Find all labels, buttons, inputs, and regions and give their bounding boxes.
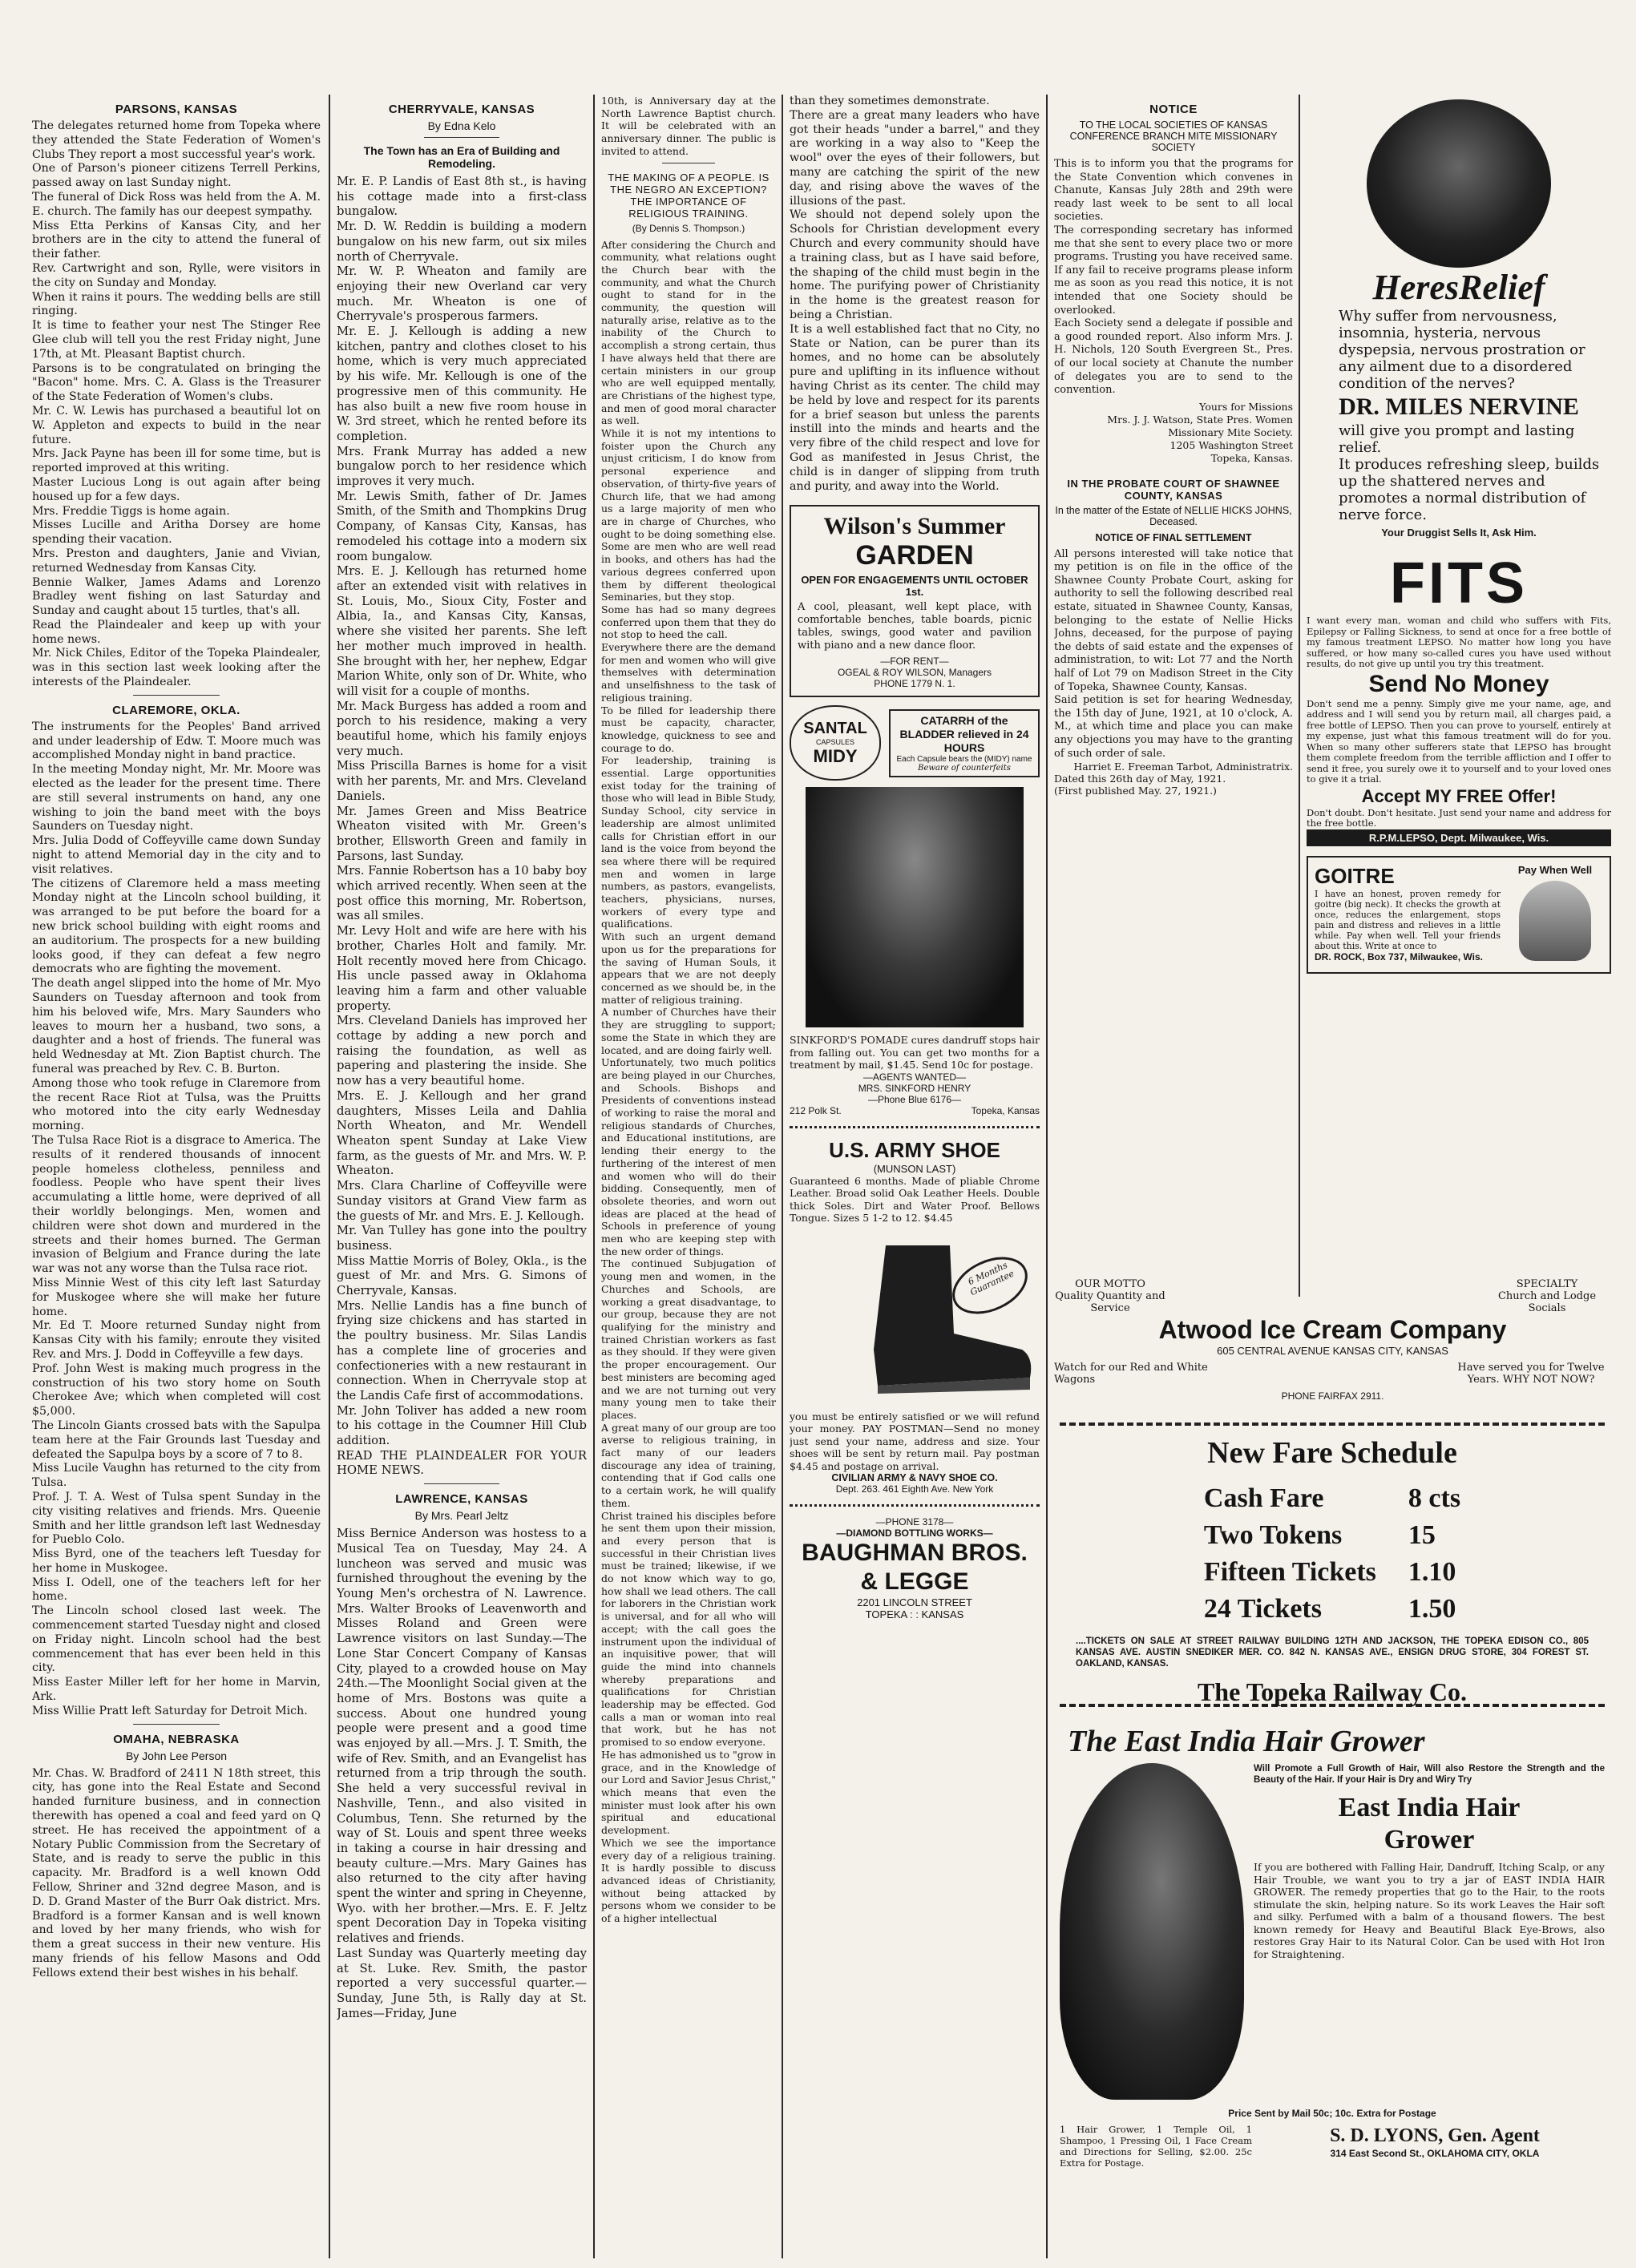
atwood-name: Atwood Ice Cream Company: [1158, 1315, 1507, 1344]
wilson-body: A cool, pleasant, well kept place, with comfortable benches, table boards, picnic tables, swings, good water and pavilion with piano and a new dance floor.: [798, 601, 1032, 652]
notice-title: NOTICE: [1149, 103, 1198, 116]
hair-name-2: Grower: [1384, 1825, 1475, 1854]
army-guarantee-stamp: 6 Months Guarantee: [966, 1259, 1016, 1298]
fare-row: [1188, 1517, 1476, 1554]
goitre-body: I have an honest, proven remedy for goitre (big neck). It checks the growth at once, reduces the enlargement, stops pain and distress and relieves in a little while. Pay when well. Tell your friends about this. Write at once to: [1315, 888, 1501, 951]
making-body: After considering the Church and community, what relations ought the Church bear with the community, and what the Church ought to stand for in the community, the question will naturally arise, relative as to the inability of the Church to accomplish a strong certain, thus I have always held that there are certain ministers in our group who are well equipped mentally, are Christians of the highest type, and men of good moral character as well. While it is not my intentions to foister upon the Church any unjust criticism, I do know from personal experience and observation, of thirty-five years of Church life, that we had among us a large majority of men who are in charge of Churches, who ought to be doing something else. Some are men who are well read in books, and others has had the various degrees conferred upon them by different theological Seminaries, but they stop. Some has had so many degrees conferred upon them that they do not stop to heed the call. Everywhere there are the demand for men and women who will give themselves with determination and unselfishness to the task of religious training. To be filled for leadership there must be capacity, character, knowledge, quickness to see and courage to do. For leadership, training is essential. Large opportunities exist today for the training of those who will lead in Bible Study, Sunday School, city service in leadership are almost unlimited calls for Christian effort in our land is the voice from beyond the sea where there will be required men and women in large numbers, as pastors, evangelists, teachers, physicians, nurses, workers of every type and qualifications. With such an urgent demand upon us for the preparations for the saving of Human Souls, it appears that we are not deeply concerned as we should be, in the matter of religious training. A number of Churches have their they are struggling to support; some the State in which they are located, and are doing fairly well. Unfortunately, two much politics are being played in our Churches, and Schools. Bishops and Presidents of conventions instead of working to raise the moral and religious standards of Churches, and Educational institutions, are lending their energy to the furthering of the interest of men and women who will do their bidding. Consequently, men of obsolete theories, and worn out ideas are placed at the head of Schools in preference of young men who are keeping step with the new order of things. The continued Subjugation of young men and women, in the Churches and Schools, are working a great disadvantage, to our group, because they are not qualifying for the ministry and trained Christian workers as fast as they should. If they were given the proper encouragement. Our best ministers are becoming aged and we are not turning out very many young men to take their places. A great many of our group are too averse to religious training, in fact many of our leaders discourage any idea of training, contending that if God calls one to a certain work, he will qualify them. Christ trained his disciples before he sent them upon their mission, and every person that is successful in their Christian lives must be trained; likewise, if we do not know which way to go, how shall we lead others. The call for laborers in the Christian work is universal, and for all who will accept; with the call goes the instrument upon the individual of an inquisitive power, that will guide the mind into channels whereby preparations and qualifications for Christian leadership may be effected. God calls a man or woman into real that work, but he has not promised to so endow everyone. He has admonished us to "grow in grace, and in the Knowledge of our Lord and Savior Jesus Christ," which means that even the minister must look after his own spiritual and educational development. Which we see the importance every day of a religious training. It is hardly possible to discuss advanced ideas of Christianity, without being attacked by persons whom we consider to be of a higher intellectual: [601, 238, 776, 1925]
baughman-ad: [790, 1516, 1040, 1620]
baughman-name-2: & LEGGE: [860, 1568, 969, 1596]
goitre-woman-illustration: [1519, 881, 1591, 961]
sinkford-body: SINKFORD'S POMADE cures dandruff stops hair from falling out. You can get two months for a treatment by mail, $1.45. Send 10c for postage.: [790, 1034, 1040, 1071]
making-continued: than they sometimes demonstrate. There are a great many leaders who have got their heads "under a barrel," and they are working in a way also to "Keep the wool" over the eyes of their followers, but many are catching the spirit of the new day, and rising above the waves of the illusions of the past. We should not depend solely upon the Schools for Christian development every Church and every community should have a training class, but as I have said before, the shaping of the child must begin in the home. The purifying power of Christianity in the home is the greatest reason for being a Christian. It is a well established fact that no City, no State or Nation, can be purer than its homes, and no home can be absolutely pure and uplifting in its influence without having Christ as its center. The child may be held by love and respect for its parents for a brief season but unless the parents instill into the minds and hearts and the very fibre of the child respect and love for God as manifested in Jesus Christ, the child is in danger of slipping from truth and purity, and away into the World.: [790, 95, 1040, 493]
column-rule: [329, 95, 330, 2258]
divider: [790, 1504, 1040, 1507]
notice-signature: [1054, 401, 1293, 465]
santal-capsule-logo: [790, 705, 881, 781]
divider: [424, 1483, 499, 1484]
column-2: [337, 95, 587, 2258]
atwood-motto-text: Quality Quantity and Service: [1055, 1290, 1165, 1314]
fare-company: The Topeka Railway Co.: [1197, 1677, 1468, 1706]
atwood-watch: Watch for our Red and White Wagons: [1054, 1362, 1208, 1386]
omaha-heading: OMAHA, NEBRASKA: [113, 1732, 240, 1746]
probate-body: All persons interested will take notice that my petition is on file in the office of the Shawnee County Probate Court, asking for authority to sell the following described real estate, situated in Shawnee County, Kansas, belonging to the estate of Nellie Hicks Johns, deceased, for the purpose of paying the debts of said estate and the expenses of administration, to wit: Lot 77 and the North half of Lot 79 on Madison Street in the City of Topeka, Shawnee County, Kansas. Said petition is set for hearing Wednesday, the 15th day of June, 1921, at 10 o'clock, A. M., at which time and place you can make any objections you may have to the granting of such order of sale.: [1054, 547, 1293, 760]
hair-body: If you are bothered with Falling Hair, Dandruff, Itching Scalp, or any Hair Trouble, we want you to try a jar of EAST INDIA HAIR GROWER. The remedy properties that go to the Hair, to the roots stimulate the skin, helping nature. So its work Leaves the Hair soft and silky. Perfumed with a balm of a thousand flowers. The best known remedy for Heavy and Beautiful Black Eye-Brows, also restores Gray Hair to its Natural Color. Can be used with Hot Iron for Straightening.: [1254, 1861, 1605, 1960]
wilson-garden: GARDEN: [855, 540, 974, 571]
baughman-works: —DIAMOND BOTTLING WORKS—: [836, 1527, 993, 1540]
fits-accept: Accept MY FREE Offer!: [1361, 785, 1557, 806]
sinkford-city: Topeka, Kansas: [971, 1104, 1040, 1116]
heres-relief-body: Why suffer from nervousness, insomnia, hysteria, nervous dyspepsia, nervous prostration or any ailment due to a disordered condition of the nerves?: [1339, 308, 1586, 392]
baughman-city: TOPEKA : : KANSAS: [865, 1608, 964, 1621]
nervine-body: will give you prompt and lasting relief. It produces refreshing sleep, builds up the shattered nerves and promotes a normal distribution of nerve force.: [1339, 422, 1600, 523]
boot-icon: [790, 1229, 1040, 1406]
column-5: [1054, 95, 1293, 1281]
hair-agent: S. D. LYONS, Gen. Agent: [1330, 2125, 1540, 2146]
divider: [133, 695, 220, 696]
cherryvale-byline: By Edna Kelo: [427, 119, 496, 132]
atwood-address: 605 CENTRAL AVENUE KANSAS CITY, KANSAS: [1217, 1345, 1448, 1357]
sinkford-ad: [790, 1034, 1040, 1116]
fare-schedule-ad: [1060, 1423, 1605, 1707]
lawrence-body: Miss Bernice Anderson was hostess to a Musical Tea on Tuesday, May 24. A luncheon was served and music was furnished throughout the evening by the Young Men's orchestra of N. Lawrence. Mrs. Walter Brooks of Leavenworth and Misses Roland and Green were Lawrence visitors on last Sunday.—The Lone Star Concert Company of Kansas City, played to a crowded house on May 24th.—The Moonlight Social given at the home of Mrs. Bostons was quite a success. About one hundred young people were present and a good time was enjoyed by all.—Mrs. J. T. Smith, the wife of Rev. Smith, and an Evangelist has returned from a trip through the south. She held a very successful revival in Nashville, Tenn., and also visited in Columbus, Tenn. She returned by the way of St. Louis and spent three weeks in taking a course in hair dressing and beauty culture.—Mrs. Mary Gaines has also returned to the city after having spent the winter and spring in Cheyenne, Wyo. with her brother.—Mrs. E. F. Jeltz spent Decoration Day in Topeka visiting relatives and friends. Last Sunday was Quarterly meeting day at St. Luke. Rev. Smith, the pastor reported a very successful quarter.—Sunday, June 5th, is Rally day at St. James—Friday, June: [337, 1527, 587, 2020]
sinkford-name: MRS. SINKFORD HENRY: [858, 1082, 972, 1094]
hair-address: 314 East Second St., OKLAHOMA CITY, OKLA: [1330, 2148, 1540, 2159]
santal-logo-midy: MIDY: [813, 745, 858, 766]
goitre-firm: DR. ROCK, Box 737, Milwaukee, Wis.: [1315, 950, 1483, 962]
fits-body-3: Don't doubt. Don't hesitate. Just send your name and address for the free bottle.: [1307, 806, 1611, 829]
wilson-phone: PHONE 1779 N. 1.: [874, 678, 955, 690]
fare-label: Two Tokens: [1203, 1520, 1343, 1550]
claremore-body: The instruments for the Peoples' Band arrived and under leadership of Edw. T. Moore much was accomplished Monday night in band practice. In the meeting Monday night, Mr. Mr. Moore was elected as the leader for the present time. There are still several instruments on hand, any one wishing to join the band meet with the boys Saunders on Tuesday night. Mrs. Julia Dodd of Coffeyville came down Sunday night to attend Memorial day in the city and to visit relatives. The citizens of Claremore held a mass meeting Monday night at the Lincoln school building, it was arranged to be put before the board for a new brick school building with eight rooms and an auditorium. The prospects for a new building looks good, if they can defeat a few negro democrats who are fighting the movement. The death angel slipped into the home of Mr. Myo Saunders on Tuesday afternoon and took from him his beloved wife, Mrs. Mary Saunders who leaves to mourn her a husband, two sons, a daughter and a host of friends. The funeral was held Wednesday at Mt. Zion Baptist church. The funeral was preached by Rev. C. B. Burton. Among those who took refuge in Claremore from the recent Race Riot at Tulsa, was the Pruitts who motored into the city early Wednesday morning. The Tulsa Race Riot is a disgrace to America. The results of it rendered thousands of innocent people homeless clotheless, penniless and foodless. People who have spent their lives accumulating a little home, were deprived of all their worldly belongings. Men, women and children were shot down and murdered in the streets and their homes burned. The German invasion of Belgium and France during the late war was not any worse than the Tulsa race riot. Miss Minnie West of this city left last Saturday for Muskogee where she will make her future home. Mr. Ed T. Moore returned Sunday night from Kansas City with his family; enroute they visited Rev. and Mrs. J. Dodd in Coffeyville a few days. Prof. John West is making much progress in the construction of his two story home on South Cherokee Ave; which when completed will cost $5,000. The Lincoln Giants crossed bats with the Sapulpa team here at the Fair Grounds last Tuesday and defeated the Sapulpa boys by a score of 7 to 8. Miss Lucile Vaughn has returned to the city from Tulsa. Prof. J. T. A. West of Tulsa spent Sunday in the city visiting relatives and friends. Mrs. Queenie Smith and her little grandson left last Wednesday for Pueblo Colo. Miss Byrd, one of the teachers left Tuesday for her home in Muskogee. Miss I. Odell, one of the teachers left for her home. The Lincoln school closed last week. The commencement started Tuesday night and closed on Friday night. Lincoln school had the best commencement that has ever been held in this city. Miss Easter Miller left for her home in Marvin, Ark. Miss Willie Pratt left Saturday for Detroit Mich.: [32, 720, 321, 1717]
santal-logo-text: SANTAL: [803, 719, 867, 737]
notice-sig-1: Yours for Missions: [1199, 400, 1293, 413]
column-rule: [782, 95, 783, 2258]
claremore-heading: CLAREMORE, OKLA.: [112, 703, 240, 717]
heres-relief-image: [1367, 99, 1551, 268]
fare-row: [1188, 1554, 1476, 1591]
sinkford-portrait-image: [806, 787, 1024, 1027]
hair-woman-portrait: [1060, 1763, 1244, 2100]
fits-body-2: Don't send me a penny. Simply give me your name, age, and address and I will send you by return mail, all charges paid, a free bottle of LEPSO. Then you can prove to yourself, entirely at my expense, just what this famous treatment will do for you. When so many other sufferers state that LEPSO has brought them complete freedom from the terrible affliction and I offer to send it free, you surely owe it to yourself and to your loved ones to give it a trial.: [1307, 697, 1611, 785]
army-shoe-ad: [790, 1138, 1040, 1495]
santal-beware: Beware of counterfeits: [918, 763, 1011, 773]
fits-title: FITS: [1390, 551, 1528, 615]
santal-logo-capsules: CAPSULES: [815, 737, 855, 746]
notice-sig-3: 1205 Washington Street: [1169, 438, 1293, 451]
army-dept: Dept. 263. 461 Eighth Ave. New York: [835, 1483, 994, 1495]
nervine-tag: Your Druggist Sells It, Ask Him.: [1381, 527, 1537, 539]
wilson-title: Wilson's Summer: [823, 513, 1006, 540]
hair-title: The East India Hair Grower: [1068, 1725, 1425, 1758]
lawrence-continued: 10th, is Anniversary day at the North Lawrence Baptist church. It will be celebrated with an anniversary dinner. The public is invited to attend.: [601, 95, 776, 157]
divider: [790, 1126, 1040, 1128]
heres-relief-title: HeresRelief: [1372, 268, 1545, 307]
column-rule: [1299, 95, 1300, 1297]
divider: [424, 137, 499, 138]
fare-price: 8 cts: [1408, 1483, 1461, 1513]
probate-signature: Harriet E. Freeman Tarbot, Administratrix.: [1073, 761, 1293, 773]
probate-matter: In the matter of the Estate of NELLIE HICKS JOHNS, Deceased.: [1055, 504, 1292, 527]
fare-price: 1.10: [1408, 1557, 1456, 1587]
omaha-byline: By John Lee Person: [125, 1749, 228, 1762]
hair-price: Price Sent by Mail 50c; 10c. Extra for Postage: [1228, 2108, 1436, 2119]
sinkford-phone: —Phone Blue 6176—: [867, 1093, 962, 1105]
column-rule: [593, 95, 595, 2258]
lawrence-heading: LAWRENCE, KANSAS: [395, 1492, 528, 1507]
goitre-tag: Pay When Well: [1517, 863, 1593, 876]
army-body: Guaranteed 6 months. Made of pliable Chrome Leather. Broad solid Oak Leather Heels. Double thick Soles. Dirt and Water Proof. Bellows Tongue. Sizes 5 1-2 to 12. $4.45: [790, 1174, 1040, 1225]
column-1: [32, 95, 321, 2258]
atwood-ice-cream-ad: [1054, 1278, 1611, 1406]
santal-sub: Each Capsule bears the (MIDY) name: [896, 754, 1032, 764]
fare-label: Fifteen Tickets: [1203, 1557, 1376, 1587]
santal-midy-ad: [790, 705, 1040, 781]
nervine-brand: DR. MILES NERVINE: [1339, 393, 1579, 420]
fare-price: 1.50: [1408, 1594, 1456, 1624]
wilson-garden-ad: [790, 505, 1040, 697]
wilson-rent: —FOR RENT—: [880, 656, 949, 668]
column-3: [601, 95, 776, 2258]
probate-title: IN THE PROBATE COURT OF SHAWNEE COUNTY, KANSAS: [1067, 477, 1280, 502]
fits-body: I want every man, woman and child who suffers with Fits, Epilepsy or Falling Sickness, to send at once for a free bottle of my famous treatment LEPSO. No matter how long you have suffered, or how many so-called cures you have used without results, do not give up until you try this treatment.: [1307, 615, 1611, 669]
fare-title: New Fare Schedule: [1207, 1436, 1457, 1470]
army-firm: CIVILIAN ARMY & NAVY SHOE CO.: [831, 1472, 998, 1484]
column-6: [1307, 95, 1611, 1281]
notice-sub: TO THE LOCAL SOCIETIES OF KANSAS CONFERENCE BRANCH MITE MISSIONARY SOCIETY: [1069, 119, 1278, 153]
hair-items: 1 Hair Grower, 1 Temple Oil, 1 Shampoo, 1 Pressing Oil, 1 Face Cream and Directions for Selling, $2.00. 25c Extra for Postage.: [1060, 2124, 1252, 2169]
army-sub: (MUNSON LAST): [873, 1162, 956, 1175]
santal-copy: [889, 709, 1040, 777]
fare-table: [1188, 1480, 1476, 1628]
cherryvale-body: Mr. E. P. Landis of East 8th st., is having his cottage made into a first-class bungalow. Mr. D. W. Reddin is building a modern bungalow on his new farm, out six miles north of Cherryvale. Mr. W. P. Wheaton and family are enjoying their new Overland car very much. Mr. Wheaton is one of Cherryvale's prosperous farmers. Mr. E. J. Kellough is adding a new kitchen, pantry and clothes closet to his home, which is very much appreciated by his wife. Mr. Kellough is one of the progressive men of this community. He has also built a new five room house in W. 3rd street, which he rented before its completion. Mrs. Frank Murray has added a new bungalow porch to her residence which improves it very much. Mr. Lewis Smith, father of Dr. James Smith, of the Smith and Thompkins Drug Company, of Kansas City, Kansas, has remodeled his cottage into a modern six room bungalow. Mrs. E. J. Kellough has returned home after an extended visit with relatives in St. Louis, Mo., Sioux City, Foster and Albia, Ia., and Kansas City, Kansas, where she visited her parents. She left her mother much improved in health. She brought with her, her nephew, Edgar Marion White, only son of Dr. White, who will visit for a couple of months. Mr. Mack Burgess has added a room and porch to his residence, making a very beautiful home, which his family enjoys very much. Miss Priscilla Barnes is home for a visit with her parents, Mr. and Mrs. Cleveland Daniels. Mr. James Green and Miss Beatrice Wheaton visited with Mr. Green's brother, Ellsworth Green and family in Parsons, last Sunday. Mrs. Fannie Robertson has a 10 baby boy which arrived recently. When seen at the post office this morning, Mr. Robertson, was all smiles. Mr. Levy Holt and wife are here with his brother, Charles Holt and family. Mr. Holt recently moved here from Chicago. His uncle passed away in Oklahoma leaving him a farm and other valuable property. Mrs. Cleveland Daniels has improved her cottage by adding a new porch and raising the foundation, as well as papering and plastering the inside. She now has a very beautiful home. Mrs. E. J. Kellough and her grand daughters, Misses Leila and Dahlia North Wheaton, and Mr. Wendell Wheaton spent Sunday at Lake View farm, as the guests of Mr. and Mrs. W. P. Wheaton. Mrs. Clara Charline of Coffeyville were Sunday visitors at Grand View farm as the guests of Mr. and Mrs. E. J. Kellough. Mr. Van Tulley has gone into the poultry business. Miss Mattie Morris of Boley, Okla., is the guest of Mr. and Mrs. G. Simons of Cherryvale, Kansas. Mrs. Nellie Landis has a fine bunch of frying size chickens and has started in the poultry business. Mr. Silas Landis has a complete line of groceries and confectioneries with a new restaurant in connection. When in Cherryvale stop at the Landis Cafe first of accommodations. Mr. John Toliver has added a new room to his cottage in the Coumner Hill Club addition. READ THE PLAINDEALER FOR YOUR HOME NEWS.: [337, 175, 587, 1478]
fare-row: [1188, 1591, 1476, 1628]
goitre-title: GOITRE: [1315, 863, 1395, 888]
baughman-street: 2201 LINCOLN STREET: [857, 1596, 972, 1609]
parsons-heading: PARSONS, KANSAS: [115, 103, 238, 116]
hair-promo: Will Promote a Full Growth of Hair, Will also Restore the Strength and the Beauty of the Hair. If your Hair is Dry and Wiry Try: [1254, 1764, 1605, 1785]
atwood-specialty-text: Church and Lodge Socials: [1497, 1290, 1597, 1314]
making-byline: (By Dennis S. Thompson.): [632, 222, 745, 234]
fare-label: 24 Tickets: [1203, 1594, 1322, 1624]
east-india-hair-ad: [1060, 1723, 1605, 2252]
fits-firm: R.P.M.LEPSO, Dept. Milwaukee, Wis.: [1307, 829, 1611, 846]
notice-sig-2: Mrs. J. J. Watson, State Pres. Women Missionary Mite Society.: [1107, 413, 1293, 438]
wilson-managers: OGEAL & ROY WILSON, Managers: [837, 667, 992, 679]
goitre-ad: [1307, 856, 1611, 974]
making-heading: THE MAKING OF A PEOPLE. IS THE NEGRO AN EXCEPTION? THE IMPORTANCE OF RELIGIOUS TRAINING.: [608, 171, 770, 220]
santal-headline: CATARRH of the BLADDER relieved in 24 HOURS: [899, 713, 1029, 754]
baughman-name: BAUGHMAN BROS.: [802, 1540, 1028, 1567]
atwood-motto: OUR MOTTO: [1075, 1278, 1145, 1290]
army-title: U.S. ARMY SHOE: [829, 1137, 1000, 1162]
fare-price: 15: [1408, 1520, 1436, 1550]
cherryvale-heading: CHERRYVALE, KANSAS: [388, 103, 535, 116]
column-4: [790, 95, 1040, 2258]
probate-dated: Dated this 26th day of May, 1921.: [1054, 773, 1226, 785]
cherryvale-subhead: The Town has an Era of Building and Remodeling.: [363, 144, 560, 170]
atwood-phone: PHONE FAIRFAX 2911.: [1281, 1390, 1384, 1402]
fare-body: ....TICKETS ON SALE AT STREET RAILWAY BUILDING 12TH AND JACKSON, THE TOPEKA EDISON CO., 805 KANSAS AVE. AUSTIN SNEDIKER MER. CO. 842 N. KANSAS AVE., ENSIGN DRUG STORE, 304 FOREST ST. OAKLAND, KANSAS.: [1076, 1636, 1589, 1669]
notice-body: This is to inform you that the programs for the State Convention which convenes in Chanute, Kansas July 28th and 29th were ready last week to be sent to all local societies. The corresponding secretary has informed me that she sent to every place two or more programs. Trusting you have received same. If any fail to receive programs please inform me as soon as you read this notice, it is not intended that one Society should be overlooked. Each Society send a delegate if possible and a good rounded report. Also inform Mrs. J. H. Nichols, 120 South Evergreen St., Pres. of our local society at Chanute the number of delegates you are to send to the convention.: [1054, 158, 1293, 397]
atwood-specialty: SPECIALTY: [1516, 1278, 1578, 1290]
fits-send-no-money: Send No Money: [1368, 670, 1549, 697]
army-shoe-illustration: [790, 1229, 1040, 1406]
army-after: you must be entirely satisfied or we will refund your money. PAY POSTMAN—Send no money just send your name, address and size. Your shoes will be sent by return mail. Pay postman $4.45 and postage on arrival.: [790, 1410, 1040, 1472]
probate-notice: NOTICE OF FINAL SETTLEMENT: [1095, 531, 1252, 543]
sinkford-agents: —AGENTS WANTED—: [862, 1071, 967, 1083]
wilson-open: OPEN FOR ENGAGEMENTS UNTIL OCTOBER 1st.: [801, 574, 1028, 599]
lawrence-byline: By Mrs. Pearl Jeltz: [414, 1509, 509, 1523]
fare-label: Cash Fare: [1203, 1483, 1324, 1513]
omaha-body: Mr. Chas. W. Bradford of 2411 N 18th street, this city, has gone into the Real Estate and Second handed furniture business, and in connection therewith has opened a coal and feed yard on Q street. He has received the appointment of a Notary Public Commission from the Secretary of State, and is ready to serve the public in this capacity. Mr. Bradford is a well known Odd Fellow, Shriner and 32nd degree Mason, and is D. D. Grand Master of the Burr Oak district. Mrs. Bradford is a former Kansan and is well known and loved by her many friends, who wish for them a great success in their new venture. His many friends of his fellow Masons and Odd Fellows extend their best wishes in his behalf.: [32, 1766, 321, 1979]
atwood-served: Have served you for Twelve Years. WHY NOT NOW?: [1457, 1362, 1605, 1386]
divider: [133, 1724, 220, 1725]
column-rule: [1046, 95, 1048, 2258]
hair-name: East India Hair: [1338, 1793, 1521, 1822]
parsons-body: The delegates returned home from Topeka where they attended the State Federation of Women's Clubs They report a most successful year's work. One of Parson's pioneer citizens Terrell Perkins, passed away on last Sunday night. The funeral of Dick Ross was held from the A. M. E. church. The family has our deepest sympathy. Miss Etta Perkins of Kansas City, and her brothers are in the city to attend the funeral of their father. Rev. Cartwright and son, Rylle, were visitors in the city on Sunday and Monday. When it rains it pours. The wedding bells are still ringing. It is time to feather your nest The Stinger Ree Glee club will tell you the rest Friday night, June 17th, at Mt. Pleasant Baptist church. Parsons is to be congratulated on bringing the "Bacon" home. Mrs. C. A. Glass is the Treasurer of the State Federation of Women's clubs. Mr. C. W. Lewis has purchased a beautiful lot on W. Appleton and expects to build in the near future. Mrs. Jack Payne has been ill for some time, but is reported improved at this writing. Master Lucious Long is out again after being housed up for a few days. Mrs. Freddie Tiggs is home again. Misses Lucille and Aritha Dorsey are home spending their vacation. Mrs. Preston and daughters, Janie and Vivian, returned Wednesday from Kansas City. Bennie Walker, James Adams and Lorenzo Bradley went fishing on last Saturday and Sunday and caught about 15 turtles, that's all. Read the Plaindealer and keep up with your home news. Mr. Nick Chiles, Editor of the Topeka Plaindealer, was in this section last week looking after the interests of the Plaindealer.: [32, 119, 321, 689]
sinkford-address: 212 Polk St.: [790, 1104, 842, 1116]
baughman-phone: —PHONE 3178—: [875, 1516, 954, 1528]
probate-published: (First published May. 27, 1921.): [1054, 785, 1217, 797]
notice-sig-4: Topeka, Kansas.: [1210, 451, 1293, 464]
fare-row: [1188, 1480, 1476, 1517]
